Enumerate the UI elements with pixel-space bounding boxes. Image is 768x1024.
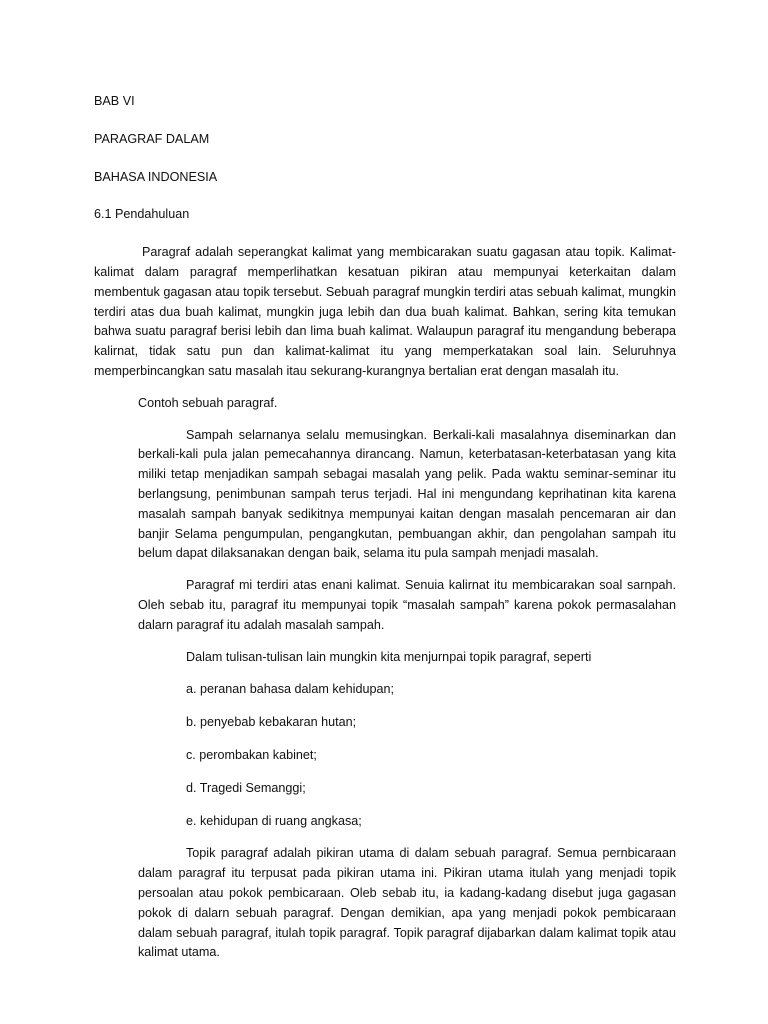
- chapter-title-line-2: BAHASA INDONESIA: [94, 169, 218, 184]
- list-item: c. perombakan kabinet;: [186, 747, 317, 762]
- example-paragraph: Sampah selarnanya selalu memusingkan. Berkali-kali masalahnya diseminarkan dan berkali-kali pula jalan pemecahannya dirancang. Namun, keterbatasan-keterbatasan yang kita miliki tetap menjadikan sampah sebagai masalah yang pelik. Pada waktu seminar-seminar itu berlangsung, penimbunan sampah terus terjadi. Hal ini mengundang keprihatinan kita karena masalah sampah banyak sedikitnya mempunyai kaitan dengan masalah pencemaran air dan banjir Selama pengumpulan, pengangkutan, pembuangan akhir, dan pengolahan sampah itu belum dapat dilaksanakan dengan baik, selama itu pula sampah menjadi masalah.: [138, 427, 676, 561]
- chapter-title-line-1: PARAGRAF DALAM: [94, 131, 210, 146]
- list-item: e. kehidupan di ruang angkasa;: [186, 813, 362, 828]
- example-label: Contoh sebuah paragraf.: [138, 395, 278, 410]
- topic-definition-paragraph: Topik paragraf adalah pikiran utama di dalam sebuah paragraf. Semua pernbicaraan dalam paragraf itu terpusat pada pikiran utama ini. Pikiran utama itulah yang menjadi topik persoalan atau pokok pembicaraan. Oleb sebab itu, ia kadang-kadang disebut juga gagasan pokok di dalarn sebuah paragraf. Dengan demikian, apa yang menjadi pokok pembicaraan dalam sebuah paragraf, itulah topik paragraf. Topik paragraf dijabarkan dalam kalimat topik atau kalimat utama.: [138, 846, 676, 960]
- list-item: b. penyebab kebakaran hutan;: [186, 715, 357, 730]
- example-block: [138, 394, 676, 668]
- section-heading: 6.1 Pendahuluan: [94, 207, 190, 222]
- list-item: d. Tragedi Semanggi;: [186, 780, 306, 795]
- intro-paragraph: Paragraf adalah seperangkat kalimat yang membicarakan suatu gagasan atau topik. Kalimat-kalimat dalam paragraf memperlihatkan kesatuan pikiran atau mempunyai keterkaitan dalam membentuk gagasan atau topik tersebut. Sebuah paragraf mungkin terdiri atas sebuah kalimat, mungkin terdiri atas dua buah kalimat, mungkin juga lebih dan dua buah kalimat. Bahkan, sering kita temukan bahwa suatu paragraf berisi lebih dan lima buah kalimat. Walaupun paragraf itu mengandung beberapa kalirnat, tidak satu pun dan kalimat-kalimat itu yang memperkatakan soal lain. Seluruhnya memperbincangkan satu masalah itau sekurang-kurangnya bertalian erat dengan masalah itu.: [94, 245, 676, 378]
- topic-definition-block: [138, 844, 676, 963]
- analysis-paragraph: Paragraf mi terdiri atas enani kalimat. Senuia kalirnat itu membicarakan soal sarnpah. Oleh sebab itu, paragraf itu mempunyai topik “masalah sampah” karena pokok permasalahan dalarn paragraf itu adalah masalah sampah.: [138, 578, 676, 632]
- document-body: [94, 92, 676, 963]
- list-item: a. peranan bahasa dalam kehidupan;: [186, 682, 394, 697]
- topics-intro: Dalam tulisan-tulisan lain mungkin kita menjurnpai topik paragraf, seperti: [186, 649, 592, 664]
- chapter-label: BAB VI: [94, 94, 135, 108]
- topic-list: [94, 680, 676, 831]
